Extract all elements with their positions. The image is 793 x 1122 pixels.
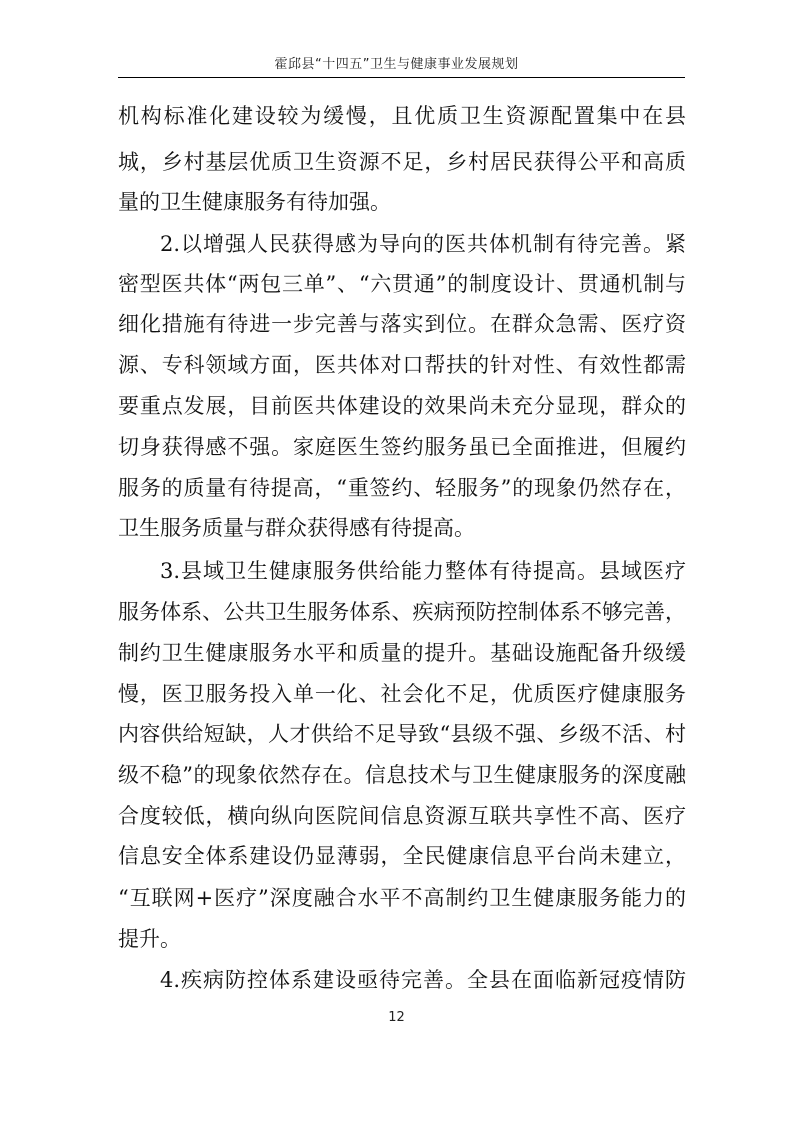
body-text-line: 合度较低，横向纵向医院间信息资源互联共享性不高、医疗: [118, 804, 686, 828]
body-text-line: 信息安全体系建设仍显薄弱，全民健康信息平台尚未建立，: [118, 844, 686, 868]
body-text-line: 细化措施有待进一步完善与落实到位。在群众急需、医疗资: [118, 312, 686, 336]
body-text-line: “互联网+医疗”深度融合水平不高制约卫生健康服务能力的: [118, 886, 686, 910]
body-text-line: 卫生服务质量与群众获得感有待提高。: [118, 516, 475, 540]
body-text-line: 密型医共体“两包三单”、“六贯通”的制度设计、贯通机制与: [118, 272, 686, 296]
body-text-line: 要重点发展，目前医共体建设的效果尚未充分显现，群众的: [118, 394, 686, 418]
body-text-line: 机构标准化建设较为缓慢，且优质卫生资源配置集中在县: [118, 104, 686, 128]
body-text-line: 服务的质量有待提高，“重签约、轻服务”的现象仍然存在，: [118, 476, 686, 500]
body-text-line: 2.以增强人民获得感为导向的医共体机制有待完善。紧: [160, 232, 686, 256]
body-text-line: 提升。: [118, 927, 181, 951]
body-text-line: 切身获得感不强。家庭医生签约服务虽已全面推进，但履约: [118, 435, 686, 459]
body-text-line: 4.疾病防控体系建设亟待完善。全县在面临新冠疫情防: [160, 968, 686, 992]
running-header-title: 霍邱县“十四五”卫生与健康事业发展规划: [274, 57, 519, 72]
body-text-line: 服务体系、公共卫生服务体系、疾病预防控制体系不够完善，: [118, 600, 686, 624]
body-text-line: 3.县域卫生健康服务供给能力整体有待提高。县域医疗: [160, 559, 686, 583]
body-text-line: 制约卫生健康服务水平和质量的提升。基础设施配备升级缓: [118, 641, 686, 665]
body-text-line: 量的卫生健康服务有待加强。: [118, 190, 391, 214]
body-text-line: 源、专科领域方面，医共体对口帮扶的针对性、有效性都需: [118, 353, 686, 377]
page-number: 12: [388, 1010, 405, 1025]
body-text-line: 内容供给短缺，人才供给不足导致“县级不强、乡级不活、村: [118, 722, 686, 746]
body-text-line: 级不稳”的现象依然存在。信息技术与卫生健康服务的深度融: [118, 763, 686, 787]
body-text-line: 慢，医卫服务投入单一化、社会化不足，优质医疗健康服务: [118, 682, 686, 706]
body-text-line: 城，乡村基层优质卫生资源不足，乡村居民获得公平和高质: [118, 150, 686, 174]
